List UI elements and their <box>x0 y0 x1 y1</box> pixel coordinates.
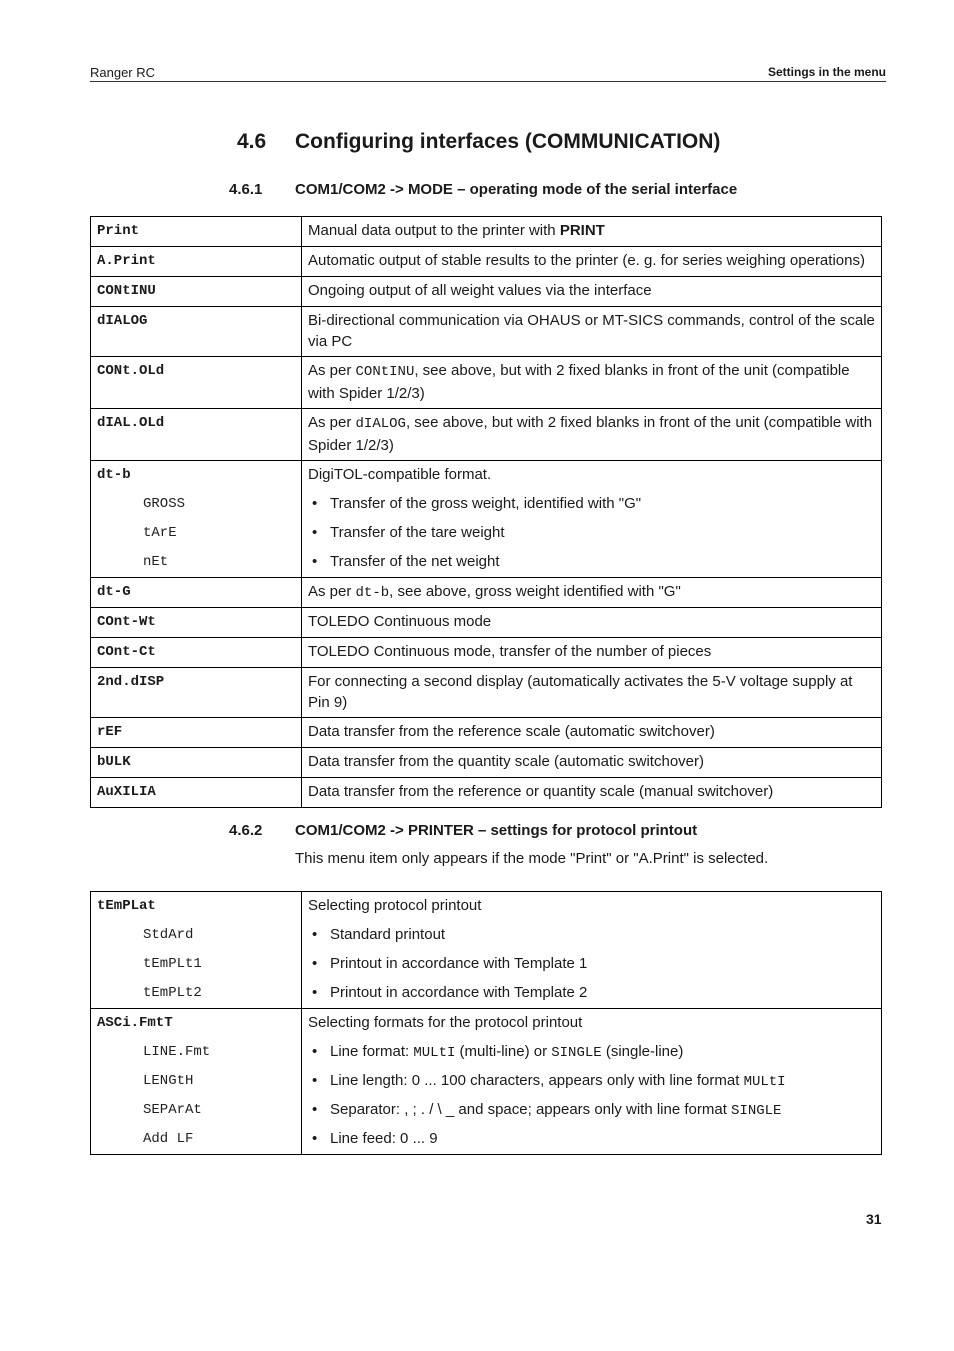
table-row <box>91 778 882 808</box>
setting-description: DigiTOL-compatible format. <box>308 466 492 483</box>
option-key: LENGtH <box>143 1073 194 1089</box>
table-row <box>91 357 882 409</box>
setting-description: Manual data output to the printer with PRINT <box>308 222 605 239</box>
setting-description: Selecting protocol printout <box>308 897 482 914</box>
section-title: Configuring interfaces (COMMUNICATION) <box>295 130 721 153</box>
table-row <box>91 307 882 357</box>
table-row <box>91 718 882 748</box>
setting-key: dIALOG <box>97 313 148 329</box>
section-number: 4.6 <box>237 130 267 153</box>
table-row <box>91 1009 882 1155</box>
setting-description: Data transfer from the reference scale (automatic switchover) <box>308 723 715 740</box>
printer-table <box>90 891 882 1155</box>
option-description: • Transfer of the tare weight <box>308 519 876 548</box>
setting-description: TOLEDO Continuous mode, transfer of the number of pieces <box>308 643 712 660</box>
setting-description: As per dt-b, see above, gross weight identified with "G" <box>308 583 681 601</box>
setting-key: rEF <box>97 724 123 740</box>
option-description: • Standard printout <box>308 921 876 950</box>
subsection-number: 4.6.1 <box>229 181 263 198</box>
table-row <box>91 608 882 638</box>
table-row <box>91 668 882 718</box>
option-description: • Transfer of the net weight <box>308 548 876 577</box>
subsection-title: COM1/COM2 -> MODE – operating mode of the serial interface <box>295 181 738 198</box>
header-chapter-title: Settings in the menu <box>767 65 886 79</box>
setting-key: COnt-Ct <box>97 644 156 660</box>
setting-key: tEmPLat <box>97 898 156 914</box>
setting-key: bULK <box>97 754 131 770</box>
option-description: • Printout in accordance with Template 1 <box>308 950 876 979</box>
option-key: GROSS <box>143 496 186 512</box>
option-description: • Transfer of the gross weight, identified with "G" <box>308 490 876 519</box>
option-description: • Printout in accordance with Template 2 <box>308 979 876 1008</box>
option-key: nEt <box>143 554 169 570</box>
table-row <box>91 409 882 461</box>
subsection-note: This menu item only appears if the mode "Print" or "A.Print" is selected. <box>295 850 769 867</box>
option-description: • Line feed: 0 ... 9 <box>308 1125 876 1154</box>
option-key: tEmPLt2 <box>143 985 202 1001</box>
mode-table <box>90 216 882 808</box>
setting-description: For connecting a second display (automatically activates the 5-V voltage supply at Pin 9) <box>308 673 853 711</box>
setting-description: Bi-directional communication via OHAUS or MT-SICS commands, control of the scale via PC <box>308 312 875 350</box>
table-row <box>91 638 882 668</box>
setting-description: As per dIALOG, see above, but with 2 fixed blanks in front of the unit (compatible with Spider 1/2/3) <box>308 414 873 454</box>
setting-key: CONtINU <box>97 283 156 299</box>
setting-key: CONt.OLd <box>97 363 165 379</box>
setting-key: AuXILIA <box>97 784 156 800</box>
option-key: LINE.Fmt <box>143 1044 211 1060</box>
setting-key: ASCi.FmtT <box>97 1015 173 1031</box>
table-row <box>91 277 882 307</box>
setting-key: 2nd.dISP <box>97 674 165 690</box>
table-row <box>91 578 882 608</box>
table-row <box>91 217 882 247</box>
option-key: tArE <box>143 525 177 541</box>
option-key: StdArd <box>143 927 194 943</box>
setting-key: COnt-Wt <box>97 614 156 630</box>
header-product-name: Ranger RC <box>90 65 156 80</box>
page-number: 31 <box>866 1211 882 1227</box>
setting-key: dt-b <box>97 467 131 483</box>
option-description: • Separator: , ; . / \ _ and space; appears only with line format SINGLE <box>308 1096 876 1125</box>
table-row <box>91 461 882 578</box>
option-key: SEPArAt <box>143 1102 202 1118</box>
subsection-number: 4.6.2 <box>229 822 263 839</box>
setting-description: Automatic output of stable results to the printer (e. g. for series weighing operations) <box>308 252 865 269</box>
setting-description: Data transfer from the quantity scale (automatic switchover) <box>308 753 704 770</box>
setting-key: A.Print <box>97 253 156 269</box>
setting-key: Print <box>97 223 140 239</box>
option-key: Add LF <box>143 1131 194 1147</box>
setting-description: Selecting formats for the protocol printout <box>308 1014 583 1031</box>
table-row <box>91 892 882 1009</box>
page-header <box>90 62 886 82</box>
table-row <box>91 748 882 778</box>
option-description: • Line format: MULtI (multi-line) or SINGLE (single-line) <box>308 1038 876 1067</box>
setting-description: TOLEDO Continuous mode <box>308 613 492 630</box>
setting-key: dt-G <box>97 584 131 600</box>
option-description: • Line length: 0 ... 100 characters, appears only with line format MULtI <box>308 1067 876 1096</box>
setting-description: Ongoing output of all weight values via the interface <box>308 282 652 299</box>
option-key: tEmPLt1 <box>143 956 202 972</box>
table-row <box>91 247 882 277</box>
setting-description: As per CONtINU, see above, but with 2 fixed blanks in front of the unit (compatible with Spider 1/2/3) <box>308 362 850 402</box>
subsection-title: COM1/COM2 -> PRINTER – settings for protocol printout <box>295 822 698 839</box>
setting-key: dIAL.OLd <box>97 415 165 431</box>
setting-description: Data transfer from the reference or quantity scale (manual switchover) <box>308 783 774 800</box>
